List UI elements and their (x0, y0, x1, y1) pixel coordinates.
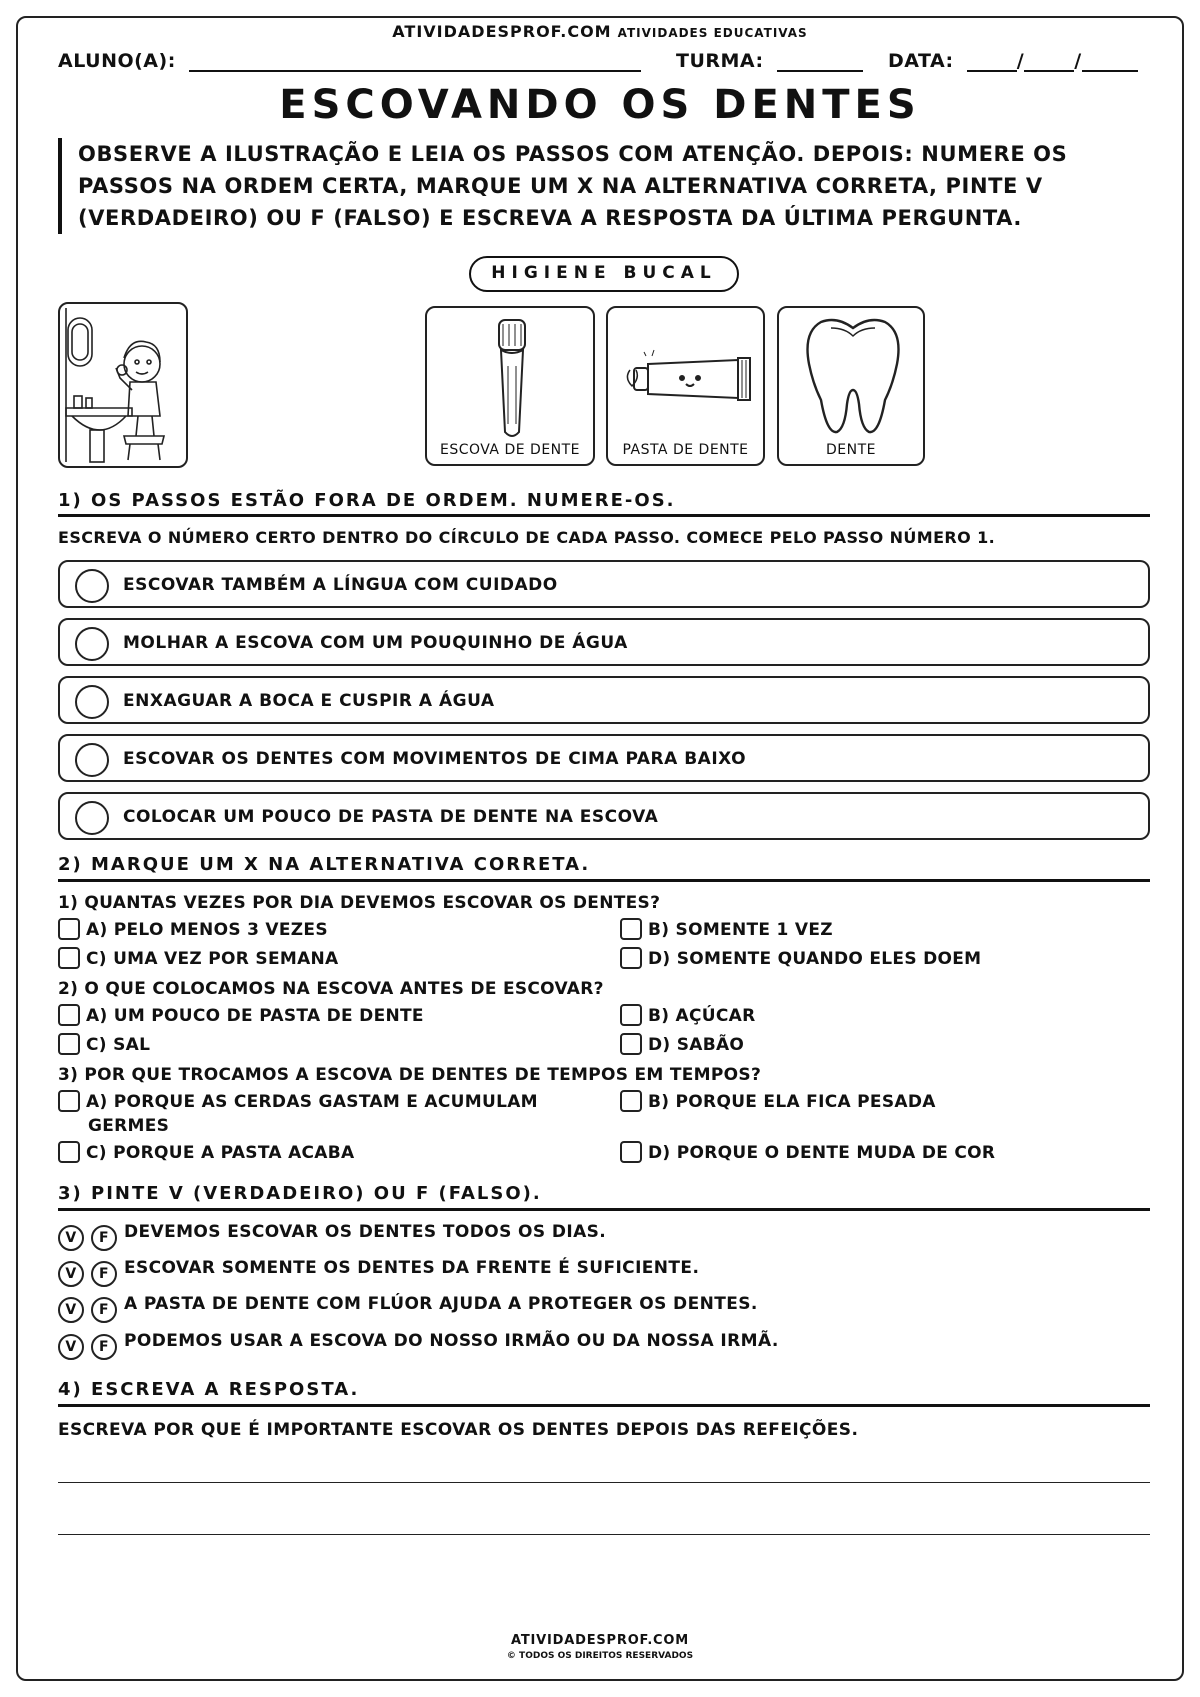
page-title: ESCOVANDO OS DENTES (279, 82, 921, 128)
toothpaste-icon (620, 348, 756, 408)
card-tooth (777, 306, 925, 466)
card-label: DENTE (826, 442, 876, 458)
checkbox[interactable] (620, 1004, 642, 1026)
option-c[interactable]: C) UMA VEZ POR SEMANA (58, 947, 339, 971)
true-circle[interactable]: V (58, 1297, 84, 1323)
section4-rule (58, 1404, 1150, 1407)
tooth-icon (801, 314, 905, 438)
true-false-item (58, 1294, 758, 1323)
statement-text: DEVEMOS ESCOVAR OS DENTES TODOS OS DIAS. (124, 1222, 607, 1242)
aluno-label: ALUNO(A): (58, 50, 176, 72)
checkbox[interactable] (58, 1033, 80, 1055)
section4-question: ESCREVA POR QUE É IMPORTANTE ESCOVAR OS DENTES DEPOIS DAS REFEIÇÕES. (58, 1420, 859, 1440)
aluno-field[interactable] (58, 50, 641, 72)
footer-rights: © TODOS OS DIREITOS RESERVADOS (506, 1651, 694, 1661)
true-circle[interactable]: V (58, 1225, 84, 1251)
step-item (58, 792, 1150, 840)
boy-brushing-icon (60, 304, 186, 466)
answer-line[interactable] (58, 1534, 1150, 1535)
number-circle[interactable] (75, 743, 109, 777)
aluno-line[interactable] (189, 54, 641, 72)
data-year-line[interactable] (1082, 54, 1138, 72)
section1-rule (58, 514, 1150, 517)
data-month-line[interactable] (1024, 54, 1074, 72)
number-circle[interactable] (75, 801, 109, 835)
step-text: ENXAGUAR A BOCA E CUSPIR A ÁGUA (123, 691, 495, 711)
card-label: ESCOVA DE DENTE (439, 442, 581, 458)
option-d[interactable]: D) SABÃO (620, 1033, 744, 1057)
turma-line[interactable] (777, 54, 863, 72)
instructions: OBSERVE A ILUSTRAÇÃO E LEIA OS PASSOS COM ATENÇÃO. DEPOIS: NUMERE OS PASSOS NA ORDEM CERTA, MARQUE UM X NA ALTERNATIVA CORRETA, PINTE V (VERDADEIRO) OU F (FALSO) E ESCREVA A RESPOSTA DA ÚLTIMA PERGUNTA. (58, 138, 1158, 234)
true-circle[interactable]: V (58, 1261, 84, 1287)
section3-title: 3) PINTE V (VERDADEIRO) OU F (FALSO). (58, 1183, 542, 1204)
option-d[interactable]: D) SOMENTE QUANDO ELES DOEM (620, 947, 981, 971)
card-label: PASTA DE DENTE (622, 442, 749, 458)
topic-pill: HIGIENE BUCAL (469, 256, 739, 292)
option-a[interactable]: A) PELO MENOS 3 VEZES (58, 918, 328, 942)
checkbox[interactable] (58, 1090, 80, 1112)
data-day-line[interactable] (967, 54, 1017, 72)
step-item (58, 676, 1150, 724)
site-name: ATIVIDADESPROF.COM (392, 22, 612, 41)
true-false-item (58, 1222, 606, 1251)
checkbox[interactable] (58, 1141, 80, 1163)
boy-brushing-illustration (58, 302, 188, 468)
step-text: MOLHAR A ESCOVA COM UM POUQUINHO DE ÁGUA (123, 633, 628, 653)
true-circle[interactable]: V (58, 1334, 84, 1360)
false-circle[interactable]: F (91, 1261, 117, 1287)
section1-subtitle: ESCREVA O NÚMERO CERTO DENTRO DO CÍRCULO DE CADA PASSO. COMECE PELO PASSO NÚMERO 1. (58, 528, 996, 547)
option-b[interactable]: B) SOMENTE 1 VEZ (620, 918, 833, 942)
toothbrush-icon (475, 316, 549, 440)
number-circle[interactable] (75, 569, 109, 603)
option-b[interactable]: B) AÇÚCAR (620, 1004, 756, 1028)
option-a[interactable]: A) UM POUCO DE PASTA DE DENTE (58, 1004, 424, 1028)
section4-title: 4) ESCREVA A RESPOSTA. (58, 1379, 360, 1400)
step-text: ESCOVAR OS DENTES COM MOVIMENTOS DE CIMA PARA BAIXO (123, 749, 747, 769)
footer-site: ATIVIDADESPROF.COM (511, 1633, 689, 1648)
true-false-item (58, 1331, 779, 1360)
step-text: ESCOVAR TAMBÉM A LÍNGUA COM CUIDADO (123, 575, 558, 595)
checkbox[interactable] (620, 1033, 642, 1055)
checkbox[interactable] (620, 1090, 642, 1112)
section3-rule (58, 1208, 1150, 1211)
checkbox[interactable] (620, 947, 642, 969)
statement-text: A PASTA DE DENTE COM FLÚOR AJUDA A PROTEGER OS DENTES. (124, 1294, 758, 1314)
true-false-item (58, 1258, 699, 1287)
checkbox[interactable] (58, 918, 80, 940)
option-b[interactable]: B) PORQUE ELA FICA PESADA (620, 1090, 936, 1114)
option-d[interactable]: D) PORQUE O DENTE MUDA DE COR (620, 1141, 995, 1165)
card-toothbrush (425, 306, 595, 466)
checkbox[interactable] (58, 1004, 80, 1026)
data-label: DATA: (888, 50, 954, 72)
section2-title: 2) MARQUE UM X NA ALTERNATIVA CORRETA. (58, 854, 591, 875)
option-c[interactable]: C) PORQUE A PASTA ACABA (58, 1141, 354, 1165)
data-field[interactable]: DATA: / / (888, 50, 1138, 72)
option-a[interactable]: A) PORQUE AS CERDAS GASTAM E ACUMULAM GERMES (58, 1090, 538, 1138)
step-item (58, 618, 1150, 666)
section1-title: 1) OS PASSOS ESTÃO FORA DE ORDEM. NUMERE-OS. (58, 490, 676, 511)
site-header (0, 22, 1200, 41)
question-text: 3) POR QUE TROCAMOS A ESCOVA DE DENTES DE TEMPOS EM TEMPOS? (58, 1065, 762, 1085)
statement-text: PODEMOS USAR A ESCOVA DO NOSSO IRMÃO OU DA NOSSA IRMÃ. (124, 1331, 779, 1351)
statement-text: ESCOVAR SOMENTE OS DENTES DA FRENTE É SUFICIENTE. (124, 1258, 700, 1278)
false-circle[interactable]: F (91, 1225, 117, 1251)
number-circle[interactable] (75, 627, 109, 661)
turma-label: TURMA: (676, 50, 764, 72)
question-text: 1) QUANTAS VEZES POR DIA DEVEMOS ESCOVAR OS DENTES? (58, 893, 661, 913)
checkbox[interactable] (620, 918, 642, 940)
false-circle[interactable]: F (91, 1297, 117, 1323)
answer-line[interactable] (58, 1482, 1150, 1483)
site-tagline: ATIVIDADES EDUCATIVAS (617, 26, 808, 40)
card-toothpaste (606, 306, 765, 466)
step-item (58, 560, 1150, 608)
section2-rule (58, 879, 1150, 882)
question-text: 2) O QUE COLOCAMOS NA ESCOVA ANTES DE ESCOVAR? (58, 979, 604, 999)
turma-field[interactable] (676, 50, 863, 72)
step-text: COLOCAR UM POUCO DE PASTA DE DENTE NA ESCOVA (123, 807, 659, 827)
number-circle[interactable] (75, 685, 109, 719)
checkbox[interactable] (620, 1141, 642, 1163)
checkbox[interactable] (58, 947, 80, 969)
step-item (58, 734, 1150, 782)
option-c[interactable]: C) SAL (58, 1033, 150, 1057)
false-circle[interactable]: F (91, 1334, 117, 1360)
